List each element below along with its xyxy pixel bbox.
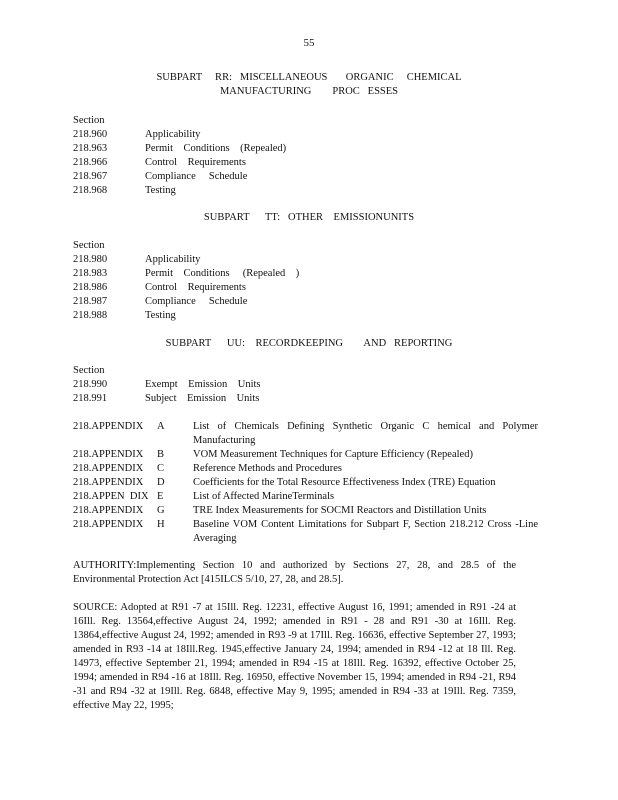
section-title: Compliance Schedule: [145, 171, 248, 182]
section-number: 218.980: [73, 254, 108, 265]
section-title: Testing: [145, 185, 176, 196]
appendix-letter: B: [157, 449, 165, 460]
section-title: Testing: [145, 310, 176, 321]
appendix-description: VOM Measurement Techniques for Capture Efficiency (Repealed): [193, 449, 473, 460]
appendix-number: 218.APPENDIX: [73, 505, 144, 516]
appendix-number: 218.APPENDIX: [73, 477, 144, 488]
section-title: Compliance Schedule: [145, 296, 248, 307]
appendix-letter: E: [157, 491, 164, 502]
source-note: SOURCE: Adopted at R91 -7 at 15Ill. Reg. 12231, effective August 16, 1991; amended in R91 -24 at 16Ill. Reg. 13564,effective August 24, 1992; amended in R91 - 28 and R91 -30 at 16Ill. Reg. 13864,effective August 24, 1992; amended in R93 -9 at 17Ill. Reg. 16636, effective September 27, 1993; amended in R93 -14 at 18Ill.Reg. 1945,effective January 24, 1994; amended in R94 -12 at 18 Ill. Reg. 14973, effective September 21, 1994; amended in R94 -15 at 18Ill. Reg. 16392, effective October 25, 1994; amended in R94 -16 at 18Ill. Reg. 16950, effective November 15, 1994; amended in R94 -21, R94 -31 and R94 -32 at 19Ill. Reg. 6848, effective May 9, 1995; amended in R94 -33 at 19Ill. Reg. 7359, effective May 22, 1995;: [73, 602, 516, 711]
section-title: Control Requirements: [145, 157, 246, 168]
appendix-number: 218.APPENDIX: [73, 421, 144, 432]
appendix-number: 218.APPEN DIX: [73, 491, 149, 502]
appendix-description: List of Affected MarineTerminals: [193, 491, 335, 502]
section-number: 218.983: [73, 268, 108, 279]
section-number: 218.963: [73, 143, 108, 154]
section-number: 218.966: [73, 157, 108, 168]
section-title: Permit Conditions (Repealed): [145, 143, 287, 154]
page-number: 55: [303, 37, 315, 49]
section-title: Exempt Emission Units: [145, 379, 261, 390]
appendix-letter: D: [157, 477, 165, 488]
section-label: Section: [73, 240, 105, 251]
section-title: Subject Emission Units: [145, 393, 260, 404]
appendix-letter: A: [157, 421, 165, 432]
section-number: 218.986: [73, 282, 108, 293]
subpart-uu-heading: SUBPART UU: RECORDKEEPING AND REPORTING: [165, 338, 453, 349]
appendix-description: Baseline VOM Content Limitations for Subpart F, Section 218.212 Cross -Line Averaging: [193, 519, 538, 544]
authority-note: AUTHORITY:Implementing Section 10 and authorized by Sections 27, 28, and 28.5 of the Environmental Protection Act [415ILCS 5/10, 27, 28, and 28.5].: [73, 560, 516, 585]
appendix-letter: C: [157, 463, 165, 474]
appendix-description: Reference Methods and Procedures: [193, 463, 342, 474]
section-title: Applicability: [145, 254, 201, 265]
section-number: 218.988: [73, 310, 108, 321]
appendix-description: Coefficients for the Total Resource Effectiveness Index (TRE) Equation: [193, 477, 496, 488]
subpart-rr-heading-line1: SUBPART RR: MISCELLANEOUS ORGANIC CHEMICAL: [156, 72, 462, 83]
appendix-letter: G: [157, 505, 165, 516]
section-title: Control Requirements: [145, 282, 246, 293]
section-number: 218.968: [73, 185, 108, 196]
section-label: Section: [73, 115, 105, 126]
section-title: Permit Conditions (Repealed ): [145, 268, 300, 279]
appendix-description: TRE Index Measurements for SOCMI Reactors and Distillation Units: [193, 505, 487, 516]
appendix-letter: H: [157, 519, 165, 530]
section-number: 218.990: [73, 379, 108, 390]
appendix-number: 218.APPENDIX: [73, 519, 144, 530]
section-number: 218.960: [73, 129, 108, 140]
section-number: 218.991: [73, 393, 108, 404]
section-label: Section: [73, 365, 105, 376]
subpart-rr-heading-line2: MANUFACTURING PROC ESSES: [219, 86, 399, 97]
appendix-number: 218.APPENDIX: [73, 449, 144, 460]
appendix-description: List of Chemicals Defining Synthetic Organic C hemical and Polymer Manufacturing: [193, 421, 538, 446]
appendix-number: 218.APPENDIX: [73, 463, 144, 474]
section-title: Applicability: [145, 129, 201, 140]
section-number: 218.967: [73, 171, 108, 182]
section-number: 218.987: [73, 296, 108, 307]
subpart-tt-heading: SUBPART TT: OTHER EMISSIONUNITS: [203, 212, 415, 223]
